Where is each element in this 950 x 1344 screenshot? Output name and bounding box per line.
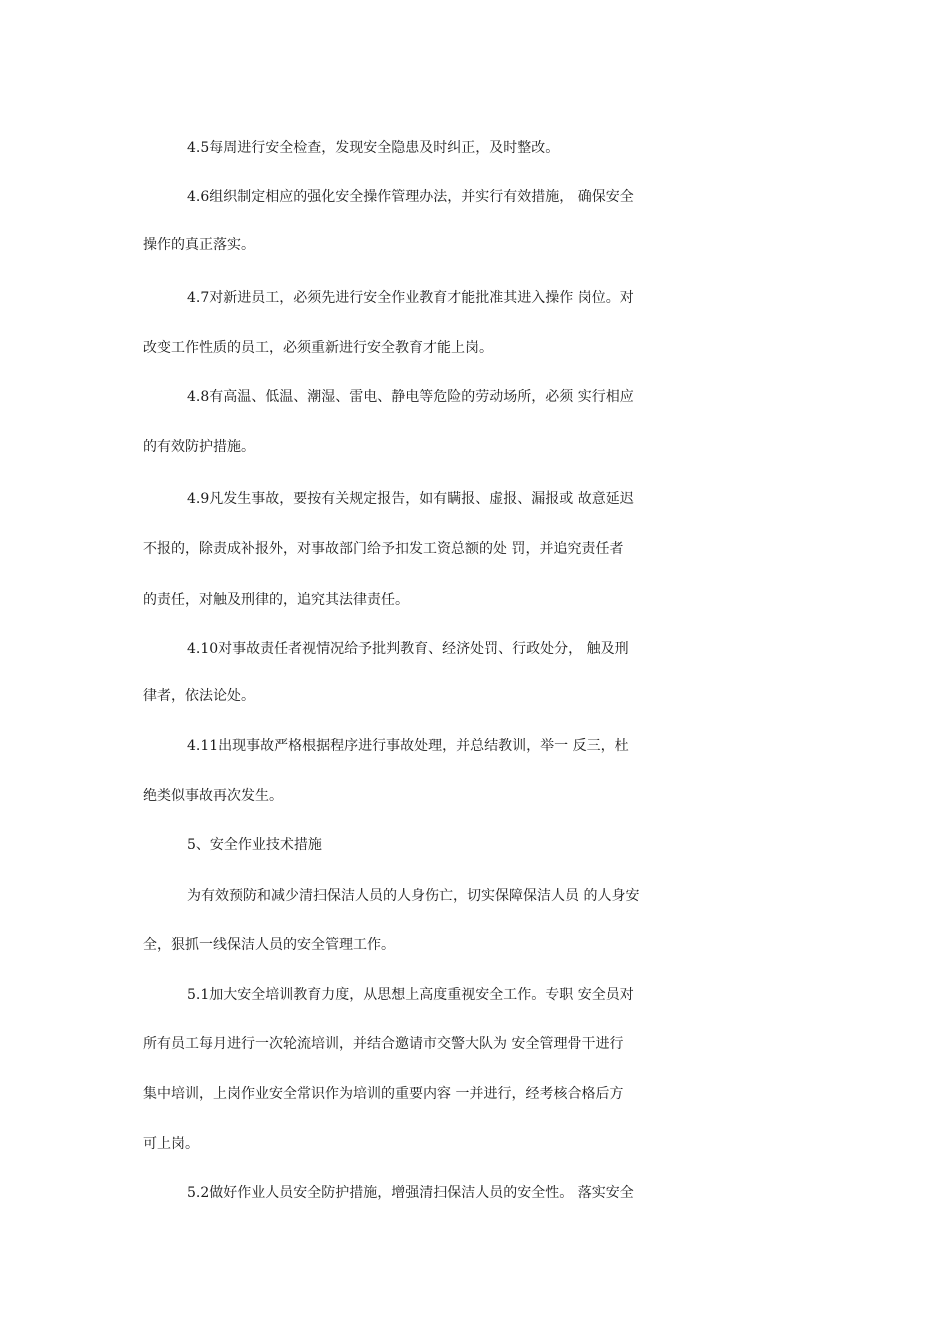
text-line: 可上岗。: [143, 1136, 199, 1152]
text-line: 全，狠抓一线保洁人员的安全管理工作。: [143, 937, 395, 953]
text-line: 操作的真正落实。: [143, 237, 255, 253]
text-line: 5.1加大安全培训教育力度，从思想上高度重视安全工作。专职 安全员对: [187, 987, 634, 1003]
text-line: 律者，依法论处。: [143, 688, 255, 704]
text-line: 4.9凡发生事故，要按有关规定报告，如有瞒报、虚报、漏报或 故意延迟: [187, 491, 634, 507]
section-heading: 5、安全作业技术措施: [187, 837, 322, 853]
text-line: 的有效防护措施。: [143, 439, 255, 455]
text-line: 4.8有高温、低温、潮湿、雷电、静电等危险的劳动场所，必须 实行相应: [187, 389, 634, 405]
text-line: 4.10对事故责任者视情况给予批判教育、经济处罚、行政处分， 触及刑: [187, 641, 629, 657]
text-line: 为有效预防和减少清扫保洁人员的人身伤亡，切实保障保洁人员 的人身安: [187, 888, 640, 904]
text-line: 绝类似事故再次发生。: [143, 788, 283, 804]
text-line: 不报的，除责成补报外，对事故部门给予扣发工资总额的处 罚，并追究责任者: [143, 541, 624, 557]
text-line: 的责任，对触及刑律的，追究其法律责任。: [143, 592, 409, 608]
text-line: 集中培训，上岗作业安全常识作为培训的重要内容 一并进行，经考核合格后方: [143, 1086, 624, 1102]
text-line: 4.11出现事故严格根据程序进行事故处理，并总结教训，举一 反三，杜: [187, 738, 629, 754]
text-line: 4.6组织制定相应的强化安全操作管理办法，并实行有效措施， 确保安全: [187, 189, 634, 205]
text-line: 改变工作性质的员工，必须重新进行安全教育才能上岗。: [143, 340, 493, 356]
text-line: 4.7对新进员工，必须先进行安全作业教育才能批准其进入操作 岗位。对: [187, 290, 634, 306]
text-line: 5.2做好作业人员安全防护措施，增强清扫保洁人员的安全性。 落实安全: [187, 1185, 634, 1201]
text-line: 所有员工每月进行一次轮流培训，并结合邀请市交警大队为 安全管理骨干进行: [143, 1036, 624, 1052]
text-line: 4.5每周进行安全检查，发现安全隐患及时纠正，及时整改。: [187, 140, 560, 156]
